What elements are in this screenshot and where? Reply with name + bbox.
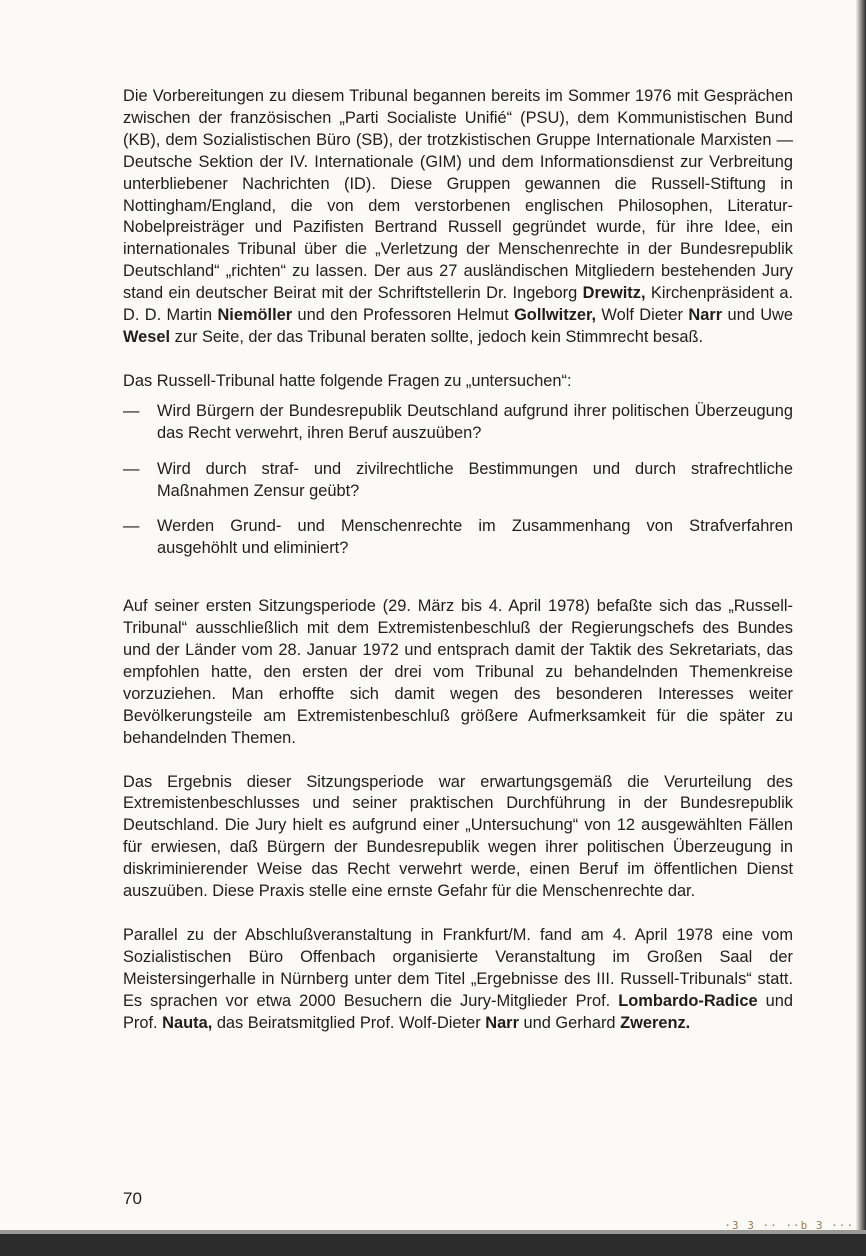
- text-run: Wolf Dieter: [596, 306, 689, 325]
- text-run: Parallel zu der Abschlußveranstaltung in Frankfurt/M. fand am 4. April 1978 eine vom Sozialistischen Büro Offenbach organisierte Veranstaltung im Großen Saal der Meistersingerhalle in Nürnberg unter dem Titel „Ergebnisse des III. Russell-Tribunals“ statt. Es sprachen vor etwa 2000 Besuchern die Jury-Mitglieder Prof.: [123, 926, 793, 1010]
- text-run: und Prof.: [123, 991, 793, 1032]
- text-run: und Gerhard: [518, 1013, 621, 1032]
- bold-name: Lombardo-Radice: [618, 991, 758, 1010]
- text-run: Die Vorbereitungen zu diesem Tribunal begannen bereits im Sommer 1976 mit Gesprächen zwischen der französischen „Parti Socialiste Unifié“ (PSU), dem Kommunistischen Bund (KB), dem Sozialistischen Büro (SB), der trotzkistischen Gruppe Internationale Marxisten — Deutsche Sektion der IV. Internationale (GIM) und dem Informationsdienst zur Verbreitung unterbliebener Nachrichten (ID). Diese Gruppen gewannen die Russell-Stiftung in Nottingham/England, die von dem verstorbenen englischen Philosophen, Literatur-Nobelpreisträger und Pazifisten Bertrand Russell gegründet wurde, für ihre Idee, ein internationales Tribunal über die „Verletzung der Menschenrechte in der Bundesrepublik Deutschland“ „richten“ zu lassen. Der aus 27 ausländischen Mitgliedern bestehenden Jury stand ein deutscher Beirat mit der Schriftstellerin Dr. Ingeborg: [123, 87, 793, 303]
- text-run: zur Seite, der das Tribunal beraten sollte, jedoch kein Stimmrecht besaß.: [170, 327, 704, 346]
- bold-name: Wesel: [123, 327, 171, 346]
- bold-name: Gollwitzer,: [514, 306, 597, 325]
- list-item: [123, 516, 793, 560]
- bold-name: Narr: [688, 306, 723, 325]
- question-text: Werden Grund- und Menschenrechte im Zusammenhang von Strafverfahren ausgehöhlt und eliminiert?: [157, 517, 793, 558]
- list-item: [123, 459, 793, 503]
- text-run: und den Professoren Helmut: [292, 306, 515, 325]
- bold-name: Zwerenz.: [620, 1013, 691, 1032]
- question-text: Wird durch straf- und zivilrechtliche Bestimmungen und durch strafrechtliche Maßnahmen Zensur geübt?: [157, 459, 793, 500]
- dash-bullet: —: [123, 459, 140, 478]
- question-text: Wird Bürgern der Bundesrepublik Deutschland aufgrund ihrer politischen Überzeugung das Recht verwehrt, ihren Beruf auszuüben?: [157, 401, 793, 442]
- questions-intro: Das Russell-Tribunal hatte folgende Fragen zu „untersuchen“:: [123, 371, 572, 390]
- text-run: Kirchenpräsident a. D. D. Martin: [123, 284, 794, 325]
- scan-border-bottom: [0, 1234, 866, 1256]
- body-text: [123, 86, 793, 1057]
- paragraph-nuremberg-event: [123, 925, 793, 1035]
- bold-name: Drewitz,: [582, 284, 646, 303]
- bold-name: Niemöller: [217, 306, 293, 325]
- page-number: 70: [123, 1189, 142, 1208]
- text-run: und Uwe: [722, 306, 794, 325]
- bold-name: Narr: [485, 1013, 519, 1032]
- paragraph-preparations: [123, 86, 793, 349]
- text-run: das Beiratsmitglied Prof. Wolf-Dieter: [212, 1013, 486, 1032]
- dash-bullet: —: [123, 517, 140, 536]
- paragraph-result: Das Ergebnis dieser Sitzungsperiode war erwartungsgemäß die Verurteilung des Extremistenbeschlusses und seiner praktischen Durchführung in der Bundesrepublik Deutschland. Die Jury hielt es aufgrund einer „Untersuchung“ von 12 ausgewählten Fällen für erwiesen, daß Bürgern der Bundesrepublik wegen ihrer politischen Überzeugung in diskriminierender Weise das Recht verwehrt werde, einen Beruf im öffentlichen Dienst auszuüben. Diese Praxis stelle eine ernste Gefahr für die Menschenrechte dar.: [123, 772, 793, 901]
- dash-bullet: —: [123, 401, 140, 420]
- questions-list: [123, 401, 793, 560]
- corner-mark: ·3 3 ·· ··b 3 ···: [724, 1219, 854, 1232]
- page-edge-shadow: [856, 0, 866, 1256]
- paragraph-first-session: Auf seiner ersten Sitzungsperiode (29. März bis 4. April 1978) befaßte sich das „Russell-Tribunal“ ausschließlich mit dem Extremistenbeschluß der Regierungschefs des Bundes und der Länder vom 28. Januar 1972 und entsprach damit der Taktik des Sekretariats, das empfohlen hatte, den ersten der drei vom Tribunal zu behandelnden Themenkreise vorzuziehen. Man erhoffte sich damit wegen des besonderen Interesses weiter Bevölkerungsteile am Extremistenbeschluß größere Aufmerksamkeit für die später zu behandelnden Themen.: [123, 597, 793, 747]
- bold-name: Nauta,: [162, 1013, 213, 1032]
- list-item: [123, 401, 793, 445]
